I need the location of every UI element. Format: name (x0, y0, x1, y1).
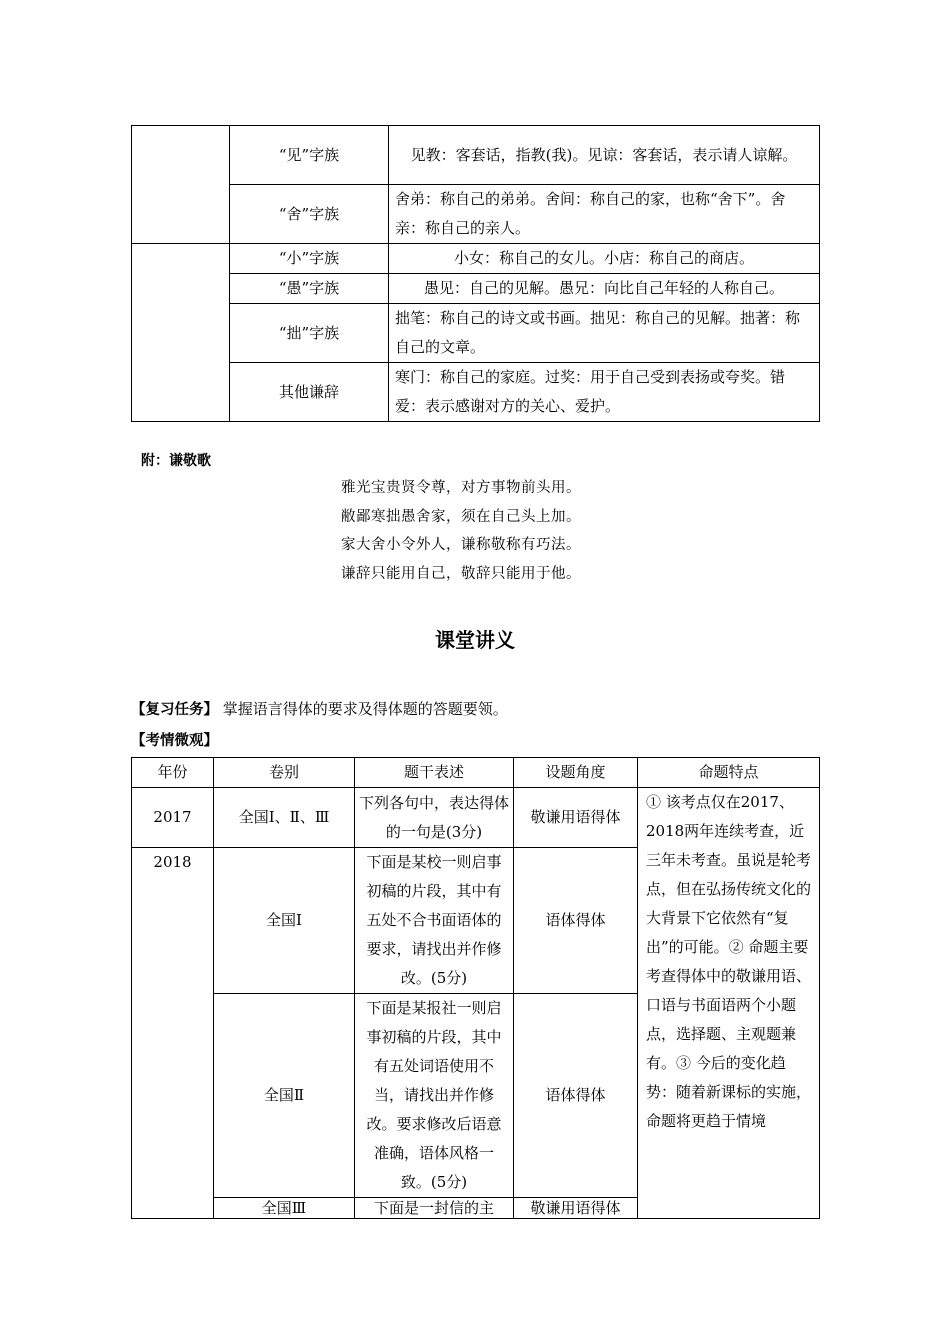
poem-line: 雅光宝贵贤令尊，对方事物前头用。 (341, 480, 581, 496)
poem-line: 家大舍小令外人，谦称敬称有巧法。 (341, 537, 581, 553)
stem-cell: 下面是一封信的主 (355, 1198, 514, 1219)
year-cell: 2018 (132, 848, 214, 1219)
poem-line: 敝鄙寒拙愚舍家，须在自己头上加。 (341, 508, 581, 525)
desc-cell: 寒门：称自己的家庭。过奖：用于自己受到表扬或夸奖。错爱：表示感谢对方的关心、爱护。 (389, 363, 820, 422)
review-text: 掌握语言得体的要求及得体题的答题要领。 (222, 700, 508, 718)
exam-label: 【考情微观】 (131, 733, 218, 749)
year-cell: 2017 (132, 788, 214, 848)
paper-cell: 全国Ⅰ (214, 848, 355, 994)
family-cell: “见”字族 (230, 126, 389, 185)
desc-cell: 见教：客套话，指教(我)。见谅：客套话，表示请人谅解。 (389, 126, 820, 185)
review-label: 【复习任务】 (131, 702, 218, 718)
family-cell: “小”字族 (230, 244, 389, 274)
header-cell: 设题角度 (514, 758, 638, 788)
stem-cell: 下面是某校一则启事初稿的片段，其中有五处不合书面语体的要求，请找出并作修改。(5分) (355, 848, 514, 994)
family-cell: 其他谦辞 (230, 363, 389, 422)
paper-cell: 全国Ⅱ (214, 994, 355, 1198)
features-cell: ① 该考点仅在2017、2018两年连续考查，近三年未考查。虽说是轮考点，但在弘扬传统文化的大背景下它依然有“复出”的可能。② 命题主要考查得体中的敬谦用语、口语与书面语两个小题点，选择题、主观题兼有。③ 今后的变化趋势：随着新课标的实施，命题将更趋于情境 (638, 788, 820, 1219)
desc-cell: 愚见：自己的见解。愚兄：向比自己年轻的人称自己。 (389, 274, 820, 304)
angle-cell: 敬谦用语得体 (514, 788, 638, 848)
modest-words-table (131, 125, 820, 422)
appendix-title: 附：谦敬歌 (141, 453, 211, 469)
header-cell: 命题特点 (638, 758, 820, 788)
section-title: 课堂讲义 (435, 628, 515, 652)
stem-cell: 下面是某报社一则启事初稿的片段，其中有五处词语使用不当，请找出并作修改。要求修改后语意准确，语体风格一致。(5分) (355, 994, 514, 1198)
angle-cell: 语体得体 (514, 848, 638, 994)
paper-cell: 全国Ⅲ (214, 1198, 355, 1219)
category-cell (132, 244, 230, 422)
poem (341, 474, 581, 588)
paper-cell: 全国Ⅰ、Ⅱ、Ⅲ (214, 788, 355, 848)
header-cell: 题干表述 (355, 758, 514, 788)
desc-cell: 小女：称自己的女儿。小店：称自己的商店。 (389, 244, 820, 274)
family-cell: “舍”字族 (230, 185, 389, 244)
category-cell (132, 126, 230, 244)
review-task (131, 698, 508, 719)
header-cell: 年份 (132, 758, 214, 788)
angle-cell: 敬谦用语得体 (514, 1198, 638, 1219)
stem-cell: 下列各句中，表达得体的一句是(3分) (355, 788, 514, 848)
desc-cell: 拙笔：称自己的诗文或书画。拙见：称自己的见解。拙著：称自己的文章。 (389, 304, 820, 363)
family-cell: “愚”字族 (230, 274, 389, 304)
desc-cell: 舍弟：称自己的弟弟。舍间：称自己的家，也称“舍下”。舍亲：称自己的亲人。 (389, 185, 820, 244)
family-cell: “拙”字族 (230, 304, 389, 363)
poem-line: 谦辞只能用自己，敬辞只能用于他。 (341, 565, 581, 582)
exam-table (131, 757, 820, 1219)
header-cell: 卷别 (214, 758, 355, 788)
angle-cell: 语体得体 (514, 994, 638, 1198)
